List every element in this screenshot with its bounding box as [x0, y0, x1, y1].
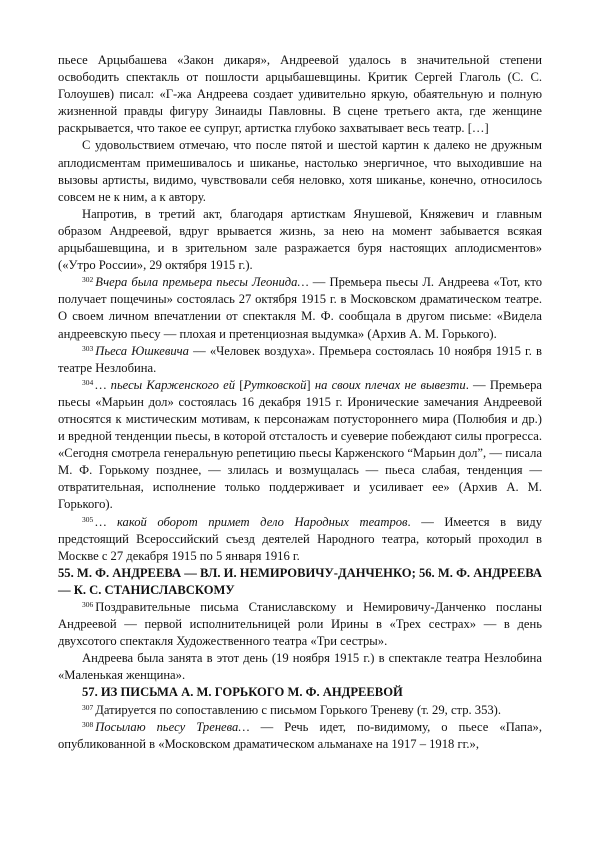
footnote-number: 306	[82, 600, 94, 609]
footnote-307	[58, 702, 542, 719]
text-run: Датируется по сопоставлению с письмом Горького Треневу (т. 29, стр. 353).	[95, 702, 502, 717]
section-heading-55-56: 55. М. Ф. АНДРЕЕВА — ВЛ. И. НЕМИРОВИЧУ-ДАНЧЕНКО; 56. М. Ф. АНДРЕЕВА — К. С. СТАНИСЛАВСКОМУ	[58, 565, 542, 597]
italic-text: на своих плечах не вывезти	[310, 377, 466, 392]
footnote-number: 305	[82, 514, 94, 524]
text-run: Напротив, в третий акт, благодаря артисткам Янушевой, Княжевич и главным образом Андреевой, вдруг врывается жизнь, за нею на момент забывается всякая арцыбашевщина, и в зрительном зале разражается буря настоящих аплодисментов» («Утро России», 29 октября 1915 г.).	[58, 206, 542, 273]
text-block-2	[58, 599, 542, 684]
text-run: Поздравительные письма Станиславскому и Немировичу-Данченко посланы Андреевой — первой исполнительницей роли Ирины в «Трех сестрах» — в день двухсотого спектакля Художественного театра «Три сестры».	[58, 600, 542, 649]
text-run: С удовольствием отмечаю, что после пятой и шестой картин к далеко не дружным аплодисментам примешивалось и шиканье, настолько энергичное, что выходившие на вызовы артисты, видимо, чувствовали себя неловко, хотя шиканье, конечно, относилось совсем не к ним, а к автору.	[58, 138, 542, 204]
footnote-305	[58, 514, 542, 565]
paragraph-p2	[58, 137, 542, 205]
paragraph-p3	[58, 206, 542, 274]
text-run: . — Премьера пьесы «Марьин дол» состоялась 16 декабря 1915 г. Иронические замечания Андреевой относятся к мистическим мотивам, к персонажам потустороннего мира (Полюбия и др.) и вредной тенденции пьесы, в которой отсталость и суеверие побеждают силы прогресса. «Сегодня смотрела генеральную репетицию пьесы Карженского “Марьин дол”, — писала М. Ф. Горькому позднее, — злилась и возмущалась — пьеса слабая, тенденция — отвратительная, исполнение только поддерживает и усиливает ее» (Архив А. М. Горького).	[58, 377, 542, 512]
text-run: — Премьера пьесы Л. Андреева «Тот, кто получает пощечины» состоялась 27 октября 1915 г. в Московском драматическом театре. О своем личном впечатлении от спектакля М. Ф. сообщала в другом письме: «Видела андреевскую пьесу — плохая и претенциозная выдумка» (Архив А. М. Горького).	[58, 275, 542, 341]
paragraph-p1	[58, 52, 542, 137]
italic-text: Вчера была премьера пьесы Леонида…	[95, 275, 309, 290]
italic-text: … пьесы Карженского ей	[95, 377, 240, 392]
text-block-1	[58, 52, 542, 565]
footnote-number: 302	[82, 275, 94, 285]
footnote-304	[58, 377, 542, 514]
italic-text: Посылаю пьесу Тренева…	[95, 719, 250, 734]
footnote-306	[58, 599, 542, 650]
text-run: Андреева была занята в этот день (19 ноября 1915 г.) в спектакле театра Незлобина «Маленькая женщина».	[58, 651, 542, 683]
text-run: ]	[306, 377, 311, 392]
text-run: [	[239, 377, 244, 392]
footnote-number: 307	[82, 702, 94, 712]
footnote-number: 304	[82, 377, 94, 387]
text-run: — Речь идет, по-видимому, о пьесе «Папа», опубликованной в «Московском драматическом альманахе на 1917 – 1918 гг.»,	[58, 719, 542, 751]
footnote-number: 303	[82, 343, 94, 353]
text-run: — «Человек воздуха». Премьера состоялась 10 ноября 1915 г. в театре Незлобина.	[58, 343, 543, 375]
italic-text: … какой оборот примет дело Народных театров	[95, 514, 408, 529]
footnote-303	[58, 343, 542, 377]
section-heading-57: 57. ИЗ ПИСЬМА А. М. ГОРЬКОГО М. Ф. АНДРЕЕВОЙ	[82, 685, 403, 700]
text-run: пьесе Арцыбашева «Закон дикаря», Андреевой удалось в значительной степени освободить спектакль от пошлости арцыбашевщины. Критик Сергей Глаголь (С. С. Голоушев) писал: «Г-жа Андреева создает удивительно яркую, обаятельную и полную жизненной правды фигуру Зинаиды Павловны. В сцене третьего акта, где женщине раскрывается, что такое ее супруг, артистка глубоко захватывает весь театр. […]	[58, 53, 542, 136]
footnote-302	[58, 274, 542, 342]
italic-text: Пьеса Юшкевича	[95, 343, 189, 358]
footnote-number: 308	[82, 719, 94, 729]
italic-text: Рутковской	[243, 377, 307, 392]
document-page	[58, 52, 542, 753]
text-run: . — Имеется в виду предстоящий Всероссийский съезд деятелей Народного театра, который проходил в Москве с 27 декабря 1915 по 5 января 1916 г.	[58, 514, 542, 563]
text-block-3	[58, 702, 542, 753]
paragraph-p4	[58, 650, 542, 684]
footnote-308	[58, 719, 542, 753]
